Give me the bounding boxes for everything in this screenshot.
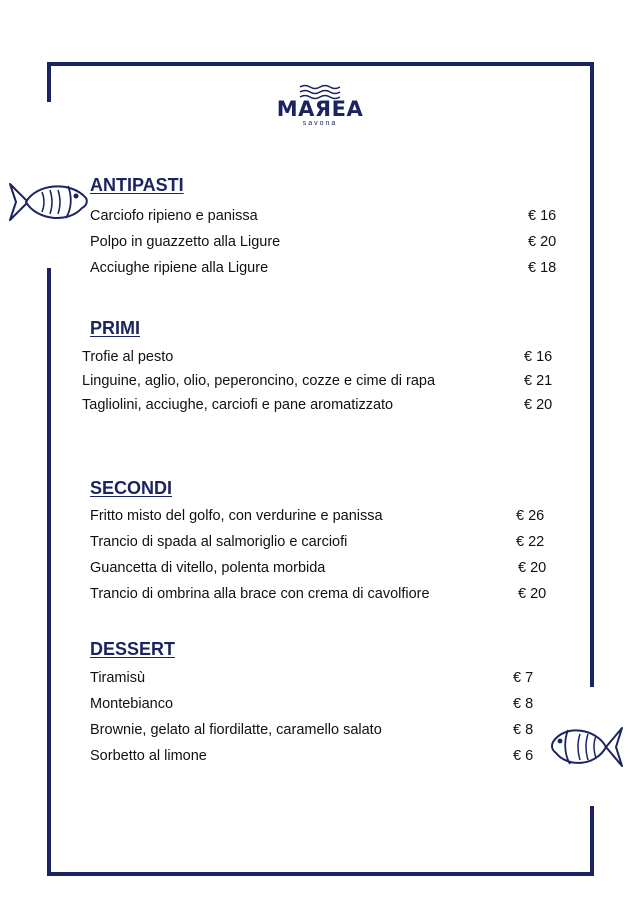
brand-name: MAЯEA — [276, 97, 364, 121]
menu-item-name: Montebianco — [90, 696, 174, 712]
menu-item-name: Brownie, gelato al fiordilatte, caramello salato — [90, 722, 382, 738]
menu-item-name: Polpo in guazzetto alla Ligure — [90, 234, 281, 250]
frame-bottom-border — [47, 872, 594, 876]
section-title-secondi: SECONDI — [90, 478, 173, 498]
menu-item-name: Sorbetto al limone — [90, 748, 207, 764]
menu-item-name: Carciofo ripieno e panissa — [90, 208, 258, 224]
menu-item-price: € 8 — [513, 696, 534, 712]
fish-icon — [550, 722, 626, 772]
menu-item-price: € 16 — [524, 349, 553, 365]
menu-item-price: € 22 — [516, 534, 545, 550]
frame-right-border-upper — [590, 62, 594, 687]
menu-item-name: Linguine, aglio, olio, peperoncino, cozze e cime di rapa — [82, 373, 436, 389]
menu-item-name: Acciughe ripiene alla Ligure — [90, 260, 269, 276]
menu-item-price: € 20 — [524, 397, 553, 413]
menu-item-price: € 20 — [528, 234, 557, 250]
menu-item-price: € 7 — [513, 670, 534, 686]
menu-item-name: Guancetta di vitello, polenta morbida — [90, 560, 326, 576]
fish-icon — [6, 178, 88, 226]
menu-item-price: € 21 — [524, 373, 553, 389]
frame-top-border — [47, 62, 594, 66]
section-title-antipasti: ANTIPASTI — [90, 175, 184, 195]
section-title-primi: PRIMI — [90, 318, 141, 338]
menu-item-price: € 18 — [528, 260, 557, 276]
brand-logo — [270, 84, 370, 128]
menu-item-price: € 8 — [513, 722, 534, 738]
menu-item-name: Trancio di spada al salmoriglio e carciofi — [90, 534, 348, 550]
menu-item-price: € 6 — [513, 748, 534, 764]
brand-subtitle: savona — [302, 120, 338, 127]
menu-item-price: € 26 — [516, 508, 545, 524]
section-title-dessert: DESSERT — [90, 639, 176, 659]
frame-left-border-lower — [47, 268, 51, 876]
frame-left-border-upper — [47, 62, 51, 102]
menu-item-price: € 20 — [518, 560, 547, 576]
menu-item-price: € 16 — [528, 208, 557, 224]
menu-item-price: € 20 — [518, 586, 547, 602]
frame-right-border-lower — [590, 806, 594, 876]
menu-item-name: Trancio di ombrina alla brace con crema di cavolfiore — [90, 586, 430, 602]
menu-item-name: Trofie al pesto — [82, 349, 174, 365]
menu-item-name: Fritto misto del golfo, con verdurine e panissa — [90, 508, 383, 524]
menu-item-name: Tiramisù — [90, 670, 146, 686]
menu-item-name: Tagliolini, acciughe, carciofi e pane aromatizzato — [82, 397, 394, 413]
